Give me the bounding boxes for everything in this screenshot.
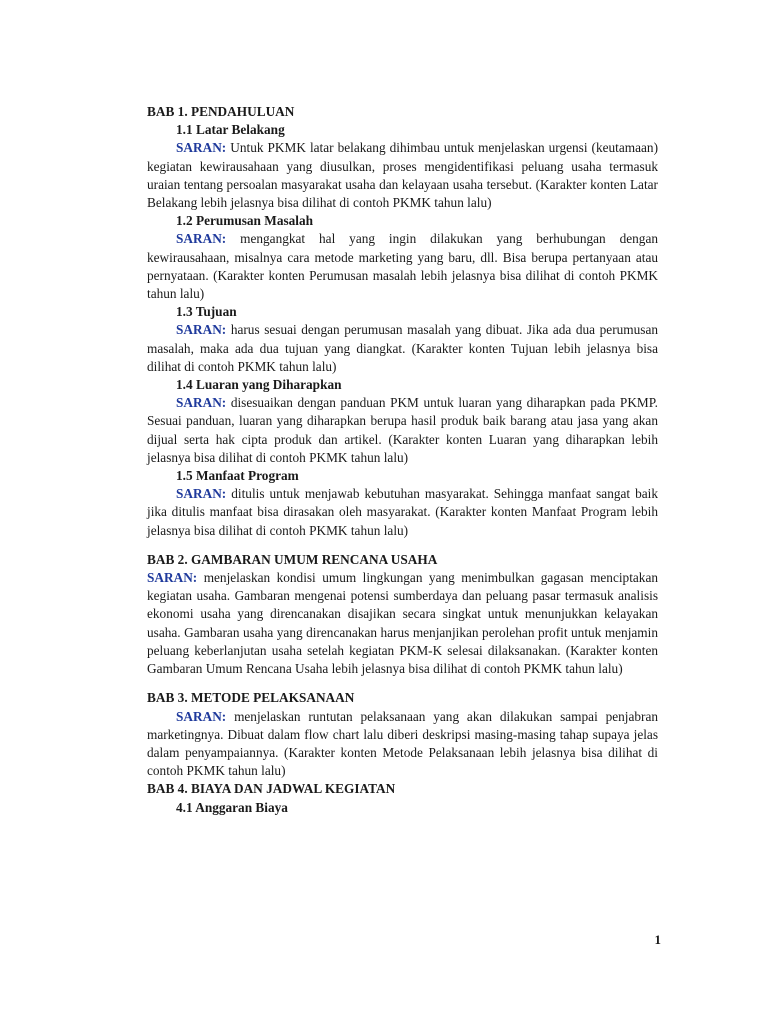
saran-label: SARAN: [176,486,227,502]
section-1-4-heading: 1.4 Luaran yang Diharapkan [176,377,342,393]
spacer [147,678,658,689]
saran-label: SARAN: [176,140,227,156]
section-1-3-paragraph [147,321,658,376]
section-1-4-paragraph [147,394,658,467]
spacer [147,540,658,551]
section-1-5-paragraph [147,485,658,540]
section-1-1-paragraph [147,139,658,212]
bab3-title: BAB 3. METODE PELAKSANAAN [147,690,355,706]
section-1-3-heading: 1.3 Tujuan [176,304,237,320]
section-1-2-heading: 1.2 Perumusan Masalah [176,213,314,229]
section-1-2-paragraph [147,230,658,303]
bab1-title: BAB 1. PENDAHULUAN [147,104,295,119]
saran-label: SARAN: [176,322,227,338]
page-content [147,103,658,817]
section-1-5-heading: 1.5 Manfaat Program [176,468,299,484]
section-1-1-text: Untuk PKMK latar belakang dihimbau untuk menjelaskan urgensi (keutamaan) kegiatan kewirausahaan yang diusulkan, proses mengidentifikasi peluang usaha termasuk uraian tentang persoalan masyarakat usaha dan kelayaan usaha tersebut. (Karakter konten Latar Belakang lebih jelasnya bisa dilihat di contoh PKMK tahun lalu) [147,140,659,211]
section-1-5-text: ditulis untuk menjawab kebutuhan masyarakat. Sehingga manfaat sangat baik jika ditulis manfaat bisa dirasakan oleh masyarakat. (Karakter konten Manfaat Program lebih jelasnya bisa dilihat di contoh PKMK tahun lalu) [147,486,659,538]
bab3-paragraph [147,708,658,781]
bab4-title: BAB 4. BIAYA DAN JADWAL KEGIATAN [147,781,396,797]
bab2-paragraph [147,569,658,678]
section-1-4-text: disesuaikan dengan panduan PKM untuk luaran yang diharapkan pada PKMP. Sesuai panduan, luaran yang diharapkan berupa hasil produk baik barang atau jasa yang akan dijual serta hak cipta produk dan artikel. (Karakter konten Luaran yang diharapkan lebih jelasnya bisa dilihat di contoh PKMK tahun lalu) [147,395,658,465]
saran-label: SARAN: [176,708,227,724]
section-1-2-text: mengangkat hal yang ingin dilakukan yang berhubungan dengan kewirausahaan, misalnya cara metode marketing yang baru, dll. Bisa berupa pertanyaan atau pernyataan. (Karakter konten Perumusan masalah lebih jelasnya bisa dilihat di contoh PKMK tahun lalu) [147,231,658,302]
saran-label: SARAN: [176,231,227,247]
bab2-text: menjelaskan kondisi umum lingkungan yang menimbulkan gagasan menciptakan kegiatan usaha. Gambaran mengenai potensi sumberdaya dan peluang pasar termasuk analisis ekonomi usaha yang direncanakan disajikan secara singkat untuk menunjukkan kelayakan usaha. Gambaran usaha yang direncanakan harus menjanjikan perolehan profit untuk menjamin peluang keberlanjutan usaha setelah kegiatan PKM-K selesai dilaksanakan. (Karakter konten Gambaran Umum Rencana Usaha lebih jelasnya bisa dilihat di contoh PKMK tahun lalu) [147,570,658,677]
bab2-title: BAB 2. GAMBARAN UMUM RENCANA USAHA [147,551,438,567]
page-number: 1 [654,932,661,947]
saran-label: SARAN: [147,570,198,586]
section-1-1-heading: 1.1 Latar Belakang [176,122,285,138]
bab3-text: menjelaskan runtutan pelaksanaan yang akan dilakukan sampai penjabran marketingnya. Dibuat dalam flow chart lalu diberi deskripsi masing-masing tahap supaya jelas dalam penyampaiannya. (Karakter konten Metode Pelaksanaan lebih jelasnya bisa dilihat di contoh PKMK tahun lalu) [147,708,659,779]
saran-label: SARAN: [176,395,227,411]
section-1-3-text: harus sesuai dengan perumusan masalah yang dibuat. Jika ada dua perumusan masalah, maka ada dua tujuan yang diangkat. (Karakter konten Tujuan lebih jelasnya bisa dilihat di contoh PKMK tahun lalu) [147,322,658,374]
section-4-1-heading: 4.1 Anggaran Biaya [176,799,288,815]
